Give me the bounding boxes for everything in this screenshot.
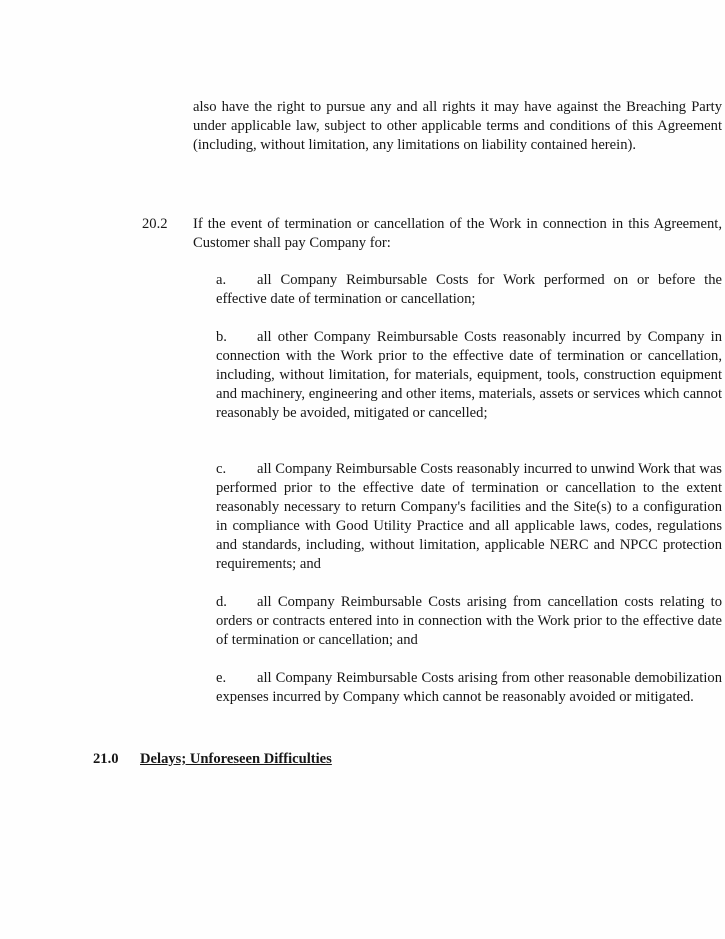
list-marker: c. bbox=[216, 461, 227, 477]
list-marker: a. bbox=[216, 272, 227, 288]
list-item-c bbox=[216, 460, 722, 574]
list-item-text: all Company Reimbursable Costs arising from other reasonable demobilization expenses incurred by Company which cannot be reasonably avoided or mitigated. bbox=[216, 670, 722, 705]
list-item-e bbox=[216, 669, 722, 707]
list-item-d bbox=[216, 593, 722, 650]
list-item-text: all Company Reimbursable Costs reasonably incurred to unwind Work that was performed prior to the effective date of termination or cancellation to the extent reasonably necessary to return Company's facilities and the Site(s) to a configuration in compliance with Good Utility Practice and all applicable laws, codes, regulations and standards, including, without limitation, applicable NERC and NPCC protection requirements; and bbox=[216, 461, 722, 572]
list-item-b bbox=[216, 328, 722, 423]
section-heading-21-0: Delays; Unforeseen Difficulties bbox=[140, 751, 332, 767]
list-item-a bbox=[216, 271, 722, 309]
list-marker: e. bbox=[216, 670, 227, 686]
list-marker: b. bbox=[216, 329, 227, 345]
section-20-2-text: If the event of termination or cancellation of the Work in connection in this Agreement, Customer shall pay Company for: bbox=[193, 216, 722, 251]
list-item-text: all other Company Reimbursable Costs reasonably incurred by Company in connection with the Work prior to the effective date of termination or cancellation, including, without limitation, for materials, equipment, tools, construction equipment and machinery, engineering and other items, materials, assets or services which cannot reasonably be avoided, mitigated or cancelled; bbox=[216, 329, 722, 421]
list-item-text: all Company Reimbursable Costs for Work performed on or before the effective date of termination or cancellation; bbox=[216, 272, 722, 307]
section-number-20-2: 20.2 bbox=[142, 216, 168, 232]
list-item-text: all Company Reimbursable Costs arising from cancellation costs relating to orders or contracts entered into in connection with the Work prior to the effective date of termination or cancellation; and bbox=[216, 594, 722, 648]
continuation-paragraph: also have the right to pursue any and all rights it may have against the Breaching Party under applicable law, subject to other applicable terms and conditions of this Agreement (including, without limitation, any limitations on liability contained herein). bbox=[193, 99, 722, 153]
section-number-21-0: 21.0 bbox=[93, 751, 119, 767]
list-marker: d. bbox=[216, 594, 227, 610]
